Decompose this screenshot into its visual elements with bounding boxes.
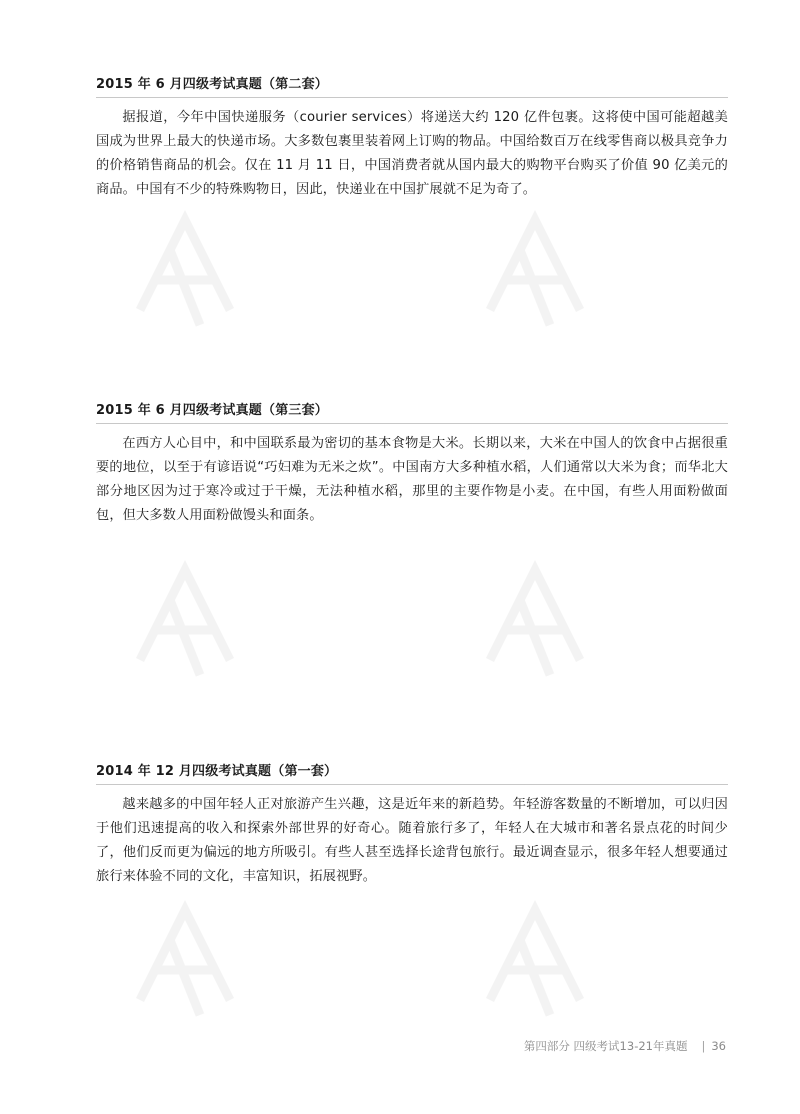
watermark-logo [110,540,260,690]
section-paragraph: 越来越多的中国年轻人正对旅游产生兴趣，这是近年来的新趋势。年轻游客数量的不断增加，可以归因于他们迅速提高的收入和探索外部世界的好奇心。随着旅行多了，年轻人在大城市和著名景点花的时间少了，他们反而更为偏远的地方所吸引。有些人甚至选择长途背包旅行。最近调查显示，很多年轻人想要通过旅行来体验不同的文化，丰富知识，拓展视野。 [96,797,728,884]
exam-section-2 [96,399,728,528]
exam-section-3 [96,760,728,889]
page-footer [524,1038,726,1054]
watermark-logo [460,190,610,340]
section-paragraph: 在西方人心目中，和中国联系最为密切的基本食物是大米。长期以来，大米在中国人的饮食中占据很重要的地位，以至于有谚语说“巧妇难为无米之炊”。中国南方大多种植水稻，人们通常以大米为食；而华北大部分地区因为过于寒冷或过于干燥，无法种植水稻，那里的主要作物是小麦。在中国，有些人用面粉做面包，但大多数人用面粉做馒头和面条。 [96,436,728,523]
watermark-logo [110,190,260,340]
watermark-logo [460,540,610,690]
exam-section-1 [96,73,728,202]
page-number: 36 [711,1039,726,1053]
footer-section-label: 第四部分 四级考试13-21年真题 [523,1039,688,1053]
section-paragraph: 据报道，今年中国快递服务（courier services）将递送大约 120 亿件包裹。这将使中国可能超越美国成为世界上最大的快递市场。大多数包裹里装着网上订购的物品。中国给数百万在线零售商以极具竞争力的价格销售商品的机会。仅在 11 月 11 日，中国消费者就从国内最大的购物平台购买了价值 90 亿美元的商品。中国有不少的特殊购物日，因此，快递业在中国扩展就不足为奇了。 [96,110,728,197]
footer-separator: | [701,1039,706,1053]
section-heading: 2015 年 6 月四级考试真题（第三套） [96,399,728,424]
section-heading: 2015 年 6 月四级考试真题（第二套） [96,73,728,98]
watermark-logo [110,880,260,1030]
watermark-logo [460,880,610,1030]
section-heading: 2014 年 12 月四级考试真题（第一套） [96,760,728,785]
